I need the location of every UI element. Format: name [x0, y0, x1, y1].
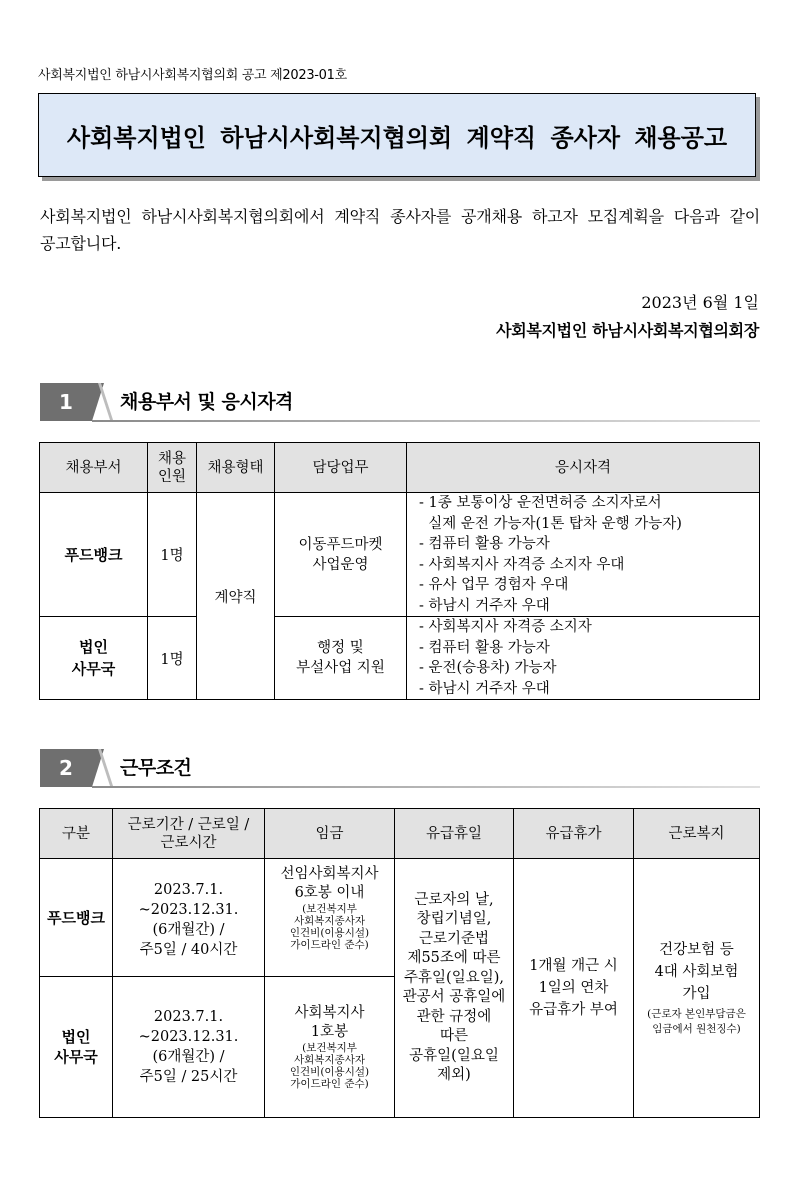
- table-row: [40, 859, 760, 977]
- paid-holiday-cell: 근로자의 날, 창립기념일, 근로기준법 제55조에 따른 주휴일(일요일), 관공서 공휴일에 관한 규정에 따른 공휴일(일요일 제외): [395, 859, 514, 1118]
- wage-cell: [265, 977, 395, 1118]
- dept-cell: 푸드뱅크: [40, 493, 148, 617]
- header-welfare: 근로복지: [634, 809, 760, 859]
- count-cell: 1명: [148, 493, 197, 617]
- section-number: 2: [40, 749, 92, 787]
- qual-line: - 사회복지사 자격증 소지자 우대: [419, 556, 625, 573]
- section-1-heading: [40, 383, 760, 423]
- qual-line: - 유사 업무 경험자 우대: [419, 577, 569, 593]
- period-cell: 2023.7.1. ~2023.12.31. (6개월간) / 주5일 / 25시간: [113, 977, 265, 1118]
- qual-line: - 운전(승용차) 가능자: [419, 660, 557, 676]
- header-type: 채용형태: [197, 443, 275, 493]
- header-category: 구분: [40, 809, 113, 859]
- section-2-heading: [40, 749, 760, 789]
- qual-line: - 컴퓨터 활용 가능자: [419, 536, 550, 552]
- paid-leave-cell: 1개월 개근 시 1일의 연차 유급휴가 부여: [514, 859, 634, 1118]
- dept-cell: 법인 사무국: [40, 617, 148, 700]
- recruitment-table: [39, 442, 760, 700]
- header-dept: 채용부서: [40, 443, 148, 493]
- header-duty: 담당업무: [275, 443, 407, 493]
- dept-cell: 법인 사무국: [40, 977, 113, 1118]
- welfare-note: (근로자 본인부담금은 임금에서 원천징수): [647, 1008, 746, 1035]
- qual-line: 실제 운전 가능자(1톤 탑차 운행 가능자): [419, 515, 682, 532]
- intro-paragraph: 사회복지법인 하남시사회복지협의회에서 계약직 종사자를 공개채용 하고자 모집계획을 다음과 같이 공고합니다.: [40, 207, 760, 253]
- heading-underline: [92, 786, 760, 788]
- wage-main: 사회복지사 1호봉: [294, 1005, 365, 1040]
- page-title: 사회복지법인 하남시사회복지협의회 계약직 종사자 채용공고: [66, 123, 728, 152]
- section-title: 근무조건: [120, 757, 192, 779]
- wage-main: 선임사회복지사 6호봉 이내: [280, 866, 379, 901]
- table-row: [40, 493, 760, 617]
- duty-cell: 이동푸드마켓 사업운영: [275, 493, 407, 617]
- welfare-cell: [634, 859, 760, 1118]
- qual-line: - 1종 보통이상 운전면허증 소지자로서: [419, 495, 662, 511]
- document-number: 사회복지법인 하남시사회복지협의회 공고 제2023-01호: [38, 68, 347, 83]
- working-conditions-table: [39, 808, 760, 1118]
- header-wage: 임금: [265, 809, 395, 859]
- qualification-cell: [407, 617, 760, 700]
- table-row: [40, 617, 760, 700]
- header-period: 근로기간 / 근로일 / 근로시간: [113, 809, 265, 859]
- wage-note: (보건복지부 사회복지종사자 인건비(이용시설) 가이드라인 준수): [289, 903, 370, 951]
- qual-line: - 하남시 거주자 우대: [419, 680, 550, 697]
- qual-line: - 컴퓨터 활용 가능자: [419, 639, 550, 656]
- issuer-name: 사회복지법인 하남시사회복지협의회장: [496, 321, 759, 340]
- qual-line: - 하남시 거주자 우대: [419, 597, 550, 614]
- announcement-date: 2023년 6월 1일: [641, 293, 759, 312]
- period-cell: 2023.7.1. ~2023.12.31. (6개월간) / 주5일 / 40시간: [113, 859, 265, 977]
- qual-line: - 사회복지사 자격증 소지자: [419, 619, 592, 635]
- section-title: 채용부서 및 응시자격: [120, 391, 293, 413]
- header-paid-holiday: 유급휴일: [395, 809, 514, 859]
- header-paid-leave: 유급휴가: [514, 809, 634, 859]
- header-qualification: 응시자격: [407, 443, 760, 493]
- section-number: 1: [40, 383, 92, 421]
- dept-cell: 푸드뱅크: [40, 859, 113, 977]
- wage-note: (보건복지부 사회복지종사자 인건비(이용시설) 가이드라인 준수): [289, 1042, 370, 1090]
- qualification-cell: [407, 493, 760, 617]
- count-cell: 1명: [148, 617, 197, 700]
- duty-cell: 행정 및 부설사업 지원: [275, 617, 407, 700]
- wage-cell: [265, 859, 395, 977]
- heading-underline: [92, 420, 760, 422]
- title-box: [38, 93, 756, 177]
- employment-type-cell: 계약직: [197, 493, 275, 700]
- welfare-main: 건강보험 등 4대 사회보험 가입: [654, 942, 739, 1002]
- header-count: 채용 인원: [148, 443, 197, 493]
